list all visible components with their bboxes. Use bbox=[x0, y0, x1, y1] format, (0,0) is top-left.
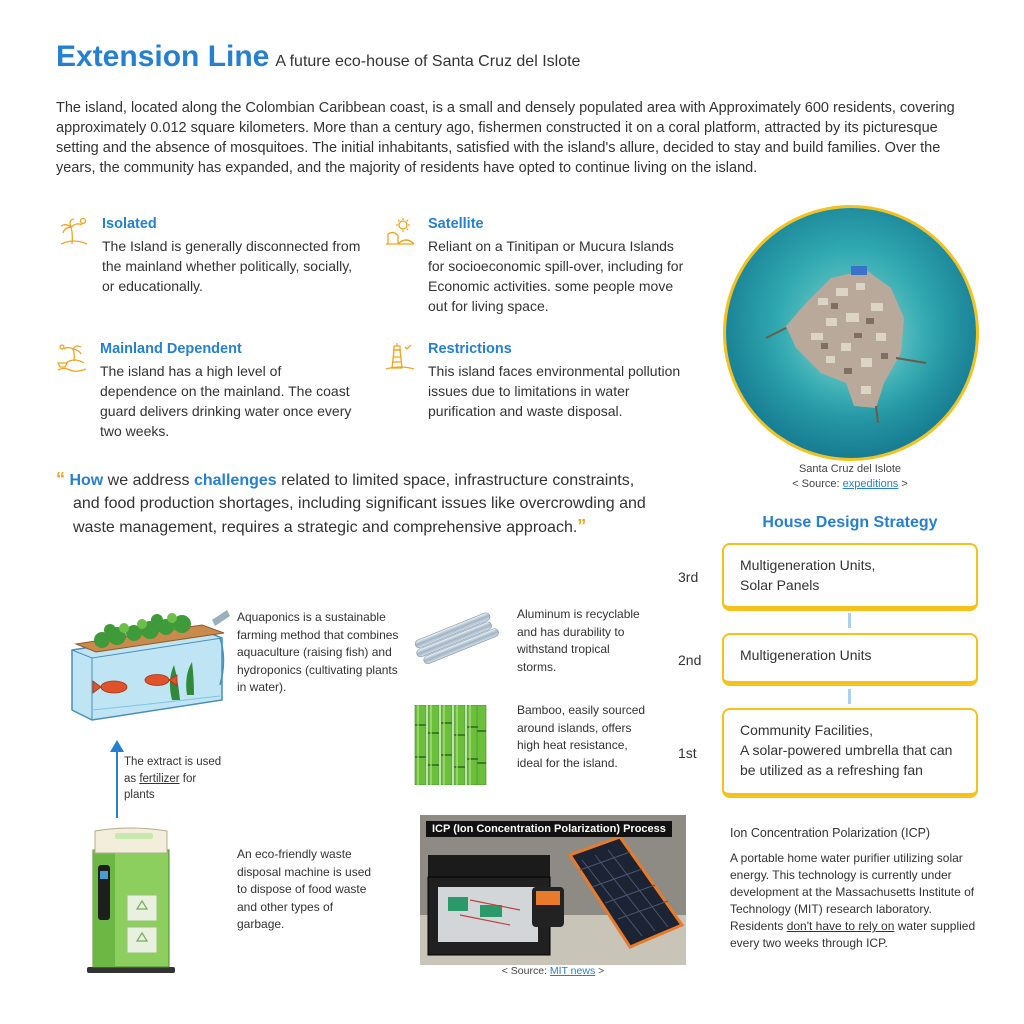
icp-title: Ion Concentration Polarization (ICP) bbox=[730, 826, 931, 840]
icp-body bbox=[730, 850, 980, 952]
page-title: Extension Line bbox=[56, 40, 270, 73]
mit-caption bbox=[420, 965, 686, 977]
extract-note bbox=[124, 754, 224, 804]
source-prefix: < Source: bbox=[792, 478, 843, 490]
feature-body: The Island is generally disconnected from the mainland whether politically, socially, or educationally. bbox=[102, 238, 361, 294]
island-caption-source bbox=[730, 477, 970, 492]
icp-body-a: A portable home water purifier utilizing solar energy. This technology is currently under development at the Massachusetts Institute of Technology (MIT) research laboratory. Residents bbox=[730, 851, 975, 933]
source-suffix: > bbox=[595, 965, 605, 977]
waste-machine-description: An eco-friendly waste disposal machine is used to dispose of food waste and other types of garbage. bbox=[237, 847, 372, 931]
lighthouse-icon bbox=[384, 341, 416, 373]
floor-label-2nd: 2nd bbox=[678, 652, 702, 668]
island-caption bbox=[730, 462, 970, 492]
feature-title: Satellite bbox=[428, 216, 484, 232]
feature-title: Restrictions bbox=[428, 341, 512, 357]
floor-connector bbox=[848, 613, 851, 628]
page-header bbox=[56, 40, 580, 74]
icp-process-photo bbox=[420, 815, 686, 965]
floor-box-3rd bbox=[722, 543, 978, 611]
source-prefix: < Source: bbox=[501, 965, 550, 977]
page-subtitle: A future eco-house of Santa Cruz del Islote bbox=[275, 53, 581, 70]
feature-body: This island faces environmental pollution issues due to limitations in water purification and waste disposal. bbox=[428, 363, 681, 419]
bamboo-illustration bbox=[413, 705, 488, 785]
aluminum-rods-illustration bbox=[408, 612, 503, 667]
bamboo-description: Bamboo, easily sourced around islands, offers high heat resistance, ideal for the island. bbox=[517, 703, 646, 770]
fertilizer-word: fertilizer bbox=[139, 772, 180, 785]
floor-line: A solar-powered umbrella that can be utilized as a refreshing fan bbox=[740, 742, 953, 778]
aquaponics-description: Aquaponics is a sustainable farming method that combines aquaculture (raising fish) and hydroponics (cultivating plants in water). bbox=[237, 610, 399, 694]
floor-label-3rd: 3rd bbox=[678, 569, 699, 585]
island-caption-name: Santa Cruz del Islote bbox=[798, 463, 902, 475]
island-aerial-photo bbox=[723, 205, 979, 461]
expeditions-link[interactable]: expeditions bbox=[842, 478, 899, 490]
aluminum-description: Aluminum is recyclable and has durability to withstand tropical storms. bbox=[517, 607, 640, 674]
waste-disposal-machine-illustration bbox=[85, 825, 180, 975]
floor-box-1st bbox=[722, 708, 978, 798]
feature-title: Isolated bbox=[102, 216, 157, 232]
palm-island-icon bbox=[58, 216, 90, 248]
quote-challenges: challenges bbox=[193, 472, 277, 489]
icp-photo-image bbox=[420, 815, 686, 965]
sun-island-icon bbox=[384, 216, 416, 248]
floor-line: Community Facilities, bbox=[740, 722, 874, 738]
feature-title: Mainland Dependent bbox=[100, 341, 242, 357]
strategy-title: House Design Strategy bbox=[762, 514, 938, 531]
feature-body: The island has a high level of dependence on the mainland. The coast guard delivers drinking water once every two weeks. bbox=[100, 363, 352, 439]
boat-island-icon bbox=[56, 341, 88, 373]
floor-label-1st: 1st bbox=[678, 745, 697, 761]
close-quote-mark: ” bbox=[577, 516, 587, 536]
feature-body: Reliant on a Tinitipan or Mucura Islands for socioeconomic spill-over, including for Economic activities. some people move out for living space. bbox=[428, 238, 684, 314]
island-image bbox=[726, 208, 976, 458]
floor-box-2nd bbox=[722, 633, 978, 686]
floor-connector bbox=[848, 689, 851, 704]
floor-line: Multigeneration Units, bbox=[740, 557, 876, 573]
challenge-quote bbox=[56, 468, 656, 539]
arrow-line bbox=[116, 750, 118, 818]
extract-text-a: The extract is used as bbox=[124, 756, 222, 785]
open-quote-mark: “ bbox=[56, 469, 65, 489]
quote-how: How bbox=[69, 472, 104, 489]
floor-line: Solar Panels bbox=[740, 577, 820, 593]
extract-text-c: for plants bbox=[124, 772, 197, 801]
quote-text-a: we address bbox=[103, 472, 194, 489]
aquaponics-tank-illustration bbox=[62, 600, 230, 725]
mit-news-link[interactable]: MIT news bbox=[549, 965, 596, 977]
source-suffix: > bbox=[898, 478, 908, 490]
icp-body-b: water supplied every two weeks through ICP. bbox=[730, 919, 976, 950]
quote-text-b: related to limited space, infrastructure constraints, and food production shortages, including significant issues like overcrowding and waste management, requires a strategic and comprehensive approach. bbox=[73, 472, 646, 536]
icp-banner: ICP (Ion Concentration Polarization) Process bbox=[426, 821, 672, 837]
icp-body-underlined: don't have to rely on bbox=[786, 919, 895, 933]
intro-paragraph: The island, located along the Colombian Caribbean coast, is a small and densely populated area with Approximately 600 residents, covering approximately 0.012 square kilometers. More than a century ago, fishermen constructed it on a coral platform, attracted by its picturesque setting and the absence of mosquitoes. The initial inhabitants, satisfied with the island's allure, decided to stay and build families. Over the years, the community has expanded, and the majority of residents have opted to continue living on the island. bbox=[56, 100, 955, 176]
floor-line: Multigeneration Units bbox=[740, 647, 872, 663]
